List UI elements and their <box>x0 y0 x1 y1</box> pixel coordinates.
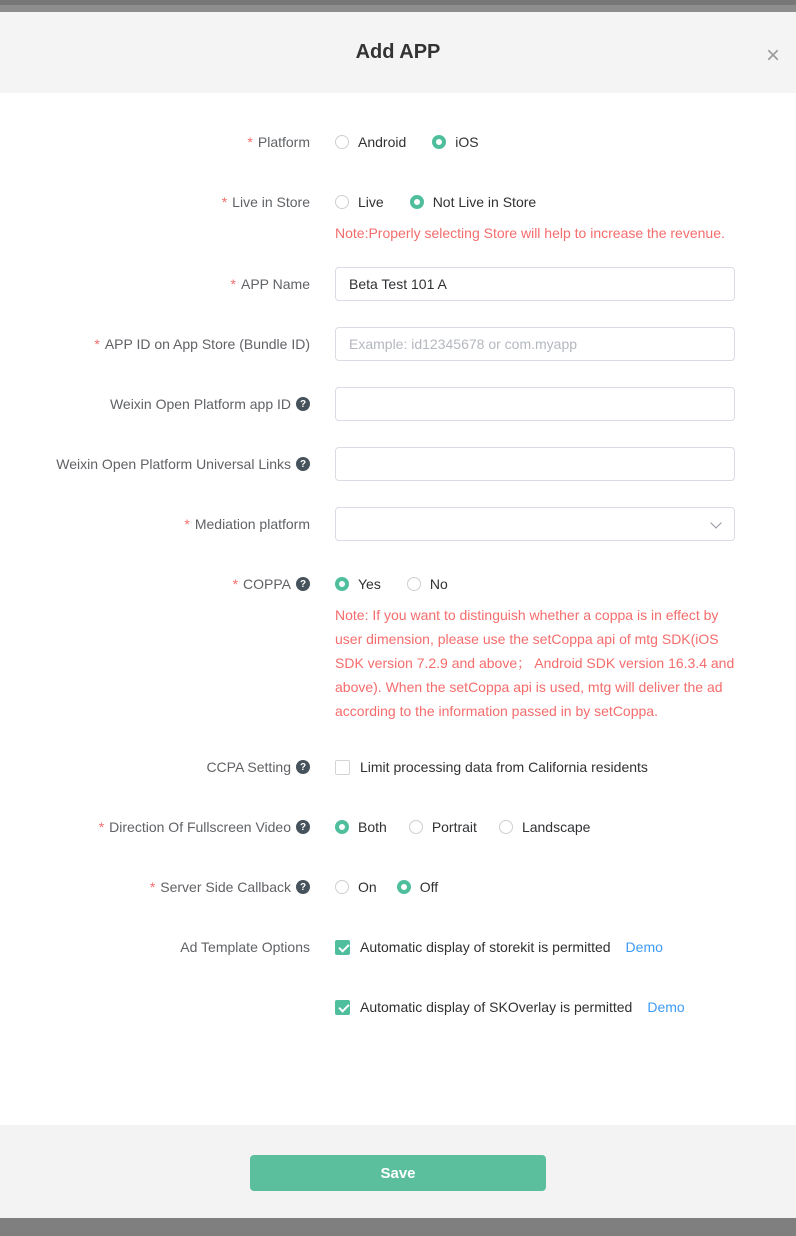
radio-label: Off <box>419 879 439 895</box>
radio-unchecked-icon <box>409 820 423 834</box>
mediation-platform-select[interactable] <box>335 507 735 541</box>
help-icon[interactable]: ? <box>296 457 310 471</box>
radio-coppa-no[interactable] <box>407 576 448 592</box>
form-row-ccpa <box>0 757 796 777</box>
app-name-input[interactable] <box>335 267 735 301</box>
radio-checked-icon <box>335 577 349 591</box>
form-row-ad-template-skoverlay <box>0 997 796 1017</box>
radio-label: Both <box>358 819 387 835</box>
close-icon[interactable]: × <box>765 42 780 69</box>
coppa-label-text: COPPA <box>243 576 291 592</box>
help-icon[interactable]: ? <box>296 760 310 774</box>
app-id-input[interactable] <box>335 327 735 361</box>
form-row-app-id <box>0 327 796 361</box>
weixin-app-id-label <box>0 387 310 421</box>
form-row-weixin-app-id <box>0 387 796 421</box>
server-callback-label-text: Server Side Callback <box>160 879 291 895</box>
radio-direction-portrait[interactable] <box>409 819 477 835</box>
form-row-server-callback <box>0 877 796 897</box>
weixin-app-id-label-text: Weixin Open Platform app ID <box>109 396 291 412</box>
radio-label: Live <box>358 194 384 210</box>
server-callback-label <box>0 877 310 897</box>
help-icon[interactable]: ? <box>296 397 310 411</box>
storekit-demo-link[interactable]: Demo <box>625 939 663 955</box>
radio-checked-icon <box>397 880 411 894</box>
ccpa-label <box>0 757 310 777</box>
radio-callback-off[interactable] <box>397 879 438 895</box>
required-asterisk: * <box>232 576 239 592</box>
live-in-store-label-text: Live in Store <box>232 194 310 210</box>
form-row-app-name <box>0 267 796 301</box>
radio-callback-on[interactable] <box>335 879 377 895</box>
ad-template-spacer <box>0 997 310 1017</box>
radio-unchecked-icon <box>335 135 349 149</box>
live-in-store-label <box>0 192 310 212</box>
radio-checked-icon <box>335 820 349 834</box>
platform-label <box>0 132 310 152</box>
add-app-modal <box>0 12 796 1218</box>
radio-checked-icon <box>410 195 424 209</box>
save-button[interactable]: Save <box>250 1155 546 1191</box>
ccpa-checkbox-label: Limit processing data from California residents <box>360 759 648 775</box>
app-id-label <box>0 327 310 361</box>
store-note: Note:Properly selecting Store will help to increase the revenue. <box>335 225 725 241</box>
help-icon[interactable]: ? <box>296 880 310 894</box>
form-row-mediation-platform <box>0 507 796 541</box>
required-asterisk: * <box>149 879 156 895</box>
required-asterisk: * <box>247 134 253 150</box>
radio-label: Landscape <box>521 819 591 835</box>
storekit-checkbox-label: Automatic display of storekit is permitted <box>360 939 611 955</box>
radio-label: Android <box>358 134 407 150</box>
add-app-form <box>0 93 796 1125</box>
coppa-note: Note: If you want to distinguish whether a coppa is in effect by user dimension, please use the setCoppa api of mtg SDK(iOS SDK version 7.2.9 and above； Android SDK version 16.3.4 and above). When the setCoppa api is used, mtg will deliver the ad according to the information passed in by setCoppa. <box>335 607 735 719</box>
radio-label: Not Live in Store <box>432 194 537 210</box>
mediation-platform-label <box>0 507 310 541</box>
required-asterisk: * <box>221 194 228 210</box>
chevron-down-icon <box>710 517 721 528</box>
radio-unchecked-icon <box>407 577 421 591</box>
coppa-label <box>0 574 310 594</box>
radio-unchecked-icon <box>335 195 349 209</box>
form-row-weixin-universal-links <box>0 447 796 481</box>
radio-not-live-in-store[interactable] <box>410 194 537 210</box>
radio-label: On <box>358 879 377 895</box>
page-overlay-top <box>0 5 796 12</box>
checkbox-checked-icon <box>335 1000 350 1015</box>
required-asterisk: * <box>184 516 190 532</box>
radio-coppa-yes[interactable] <box>335 576 381 592</box>
direction-label-text: Direction Of Fullscreen Video <box>109 819 291 835</box>
form-row-direction <box>0 817 796 837</box>
form-row-coppa <box>0 574 796 723</box>
radio-unchecked-icon <box>335 880 349 894</box>
help-icon[interactable]: ? <box>296 820 310 834</box>
form-row-ad-template-storekit <box>0 937 796 957</box>
skoverlay-checkbox-row[interactable] <box>335 997 632 1017</box>
skoverlay-checkbox-label: Automatic display of SKOverlay is permitted <box>360 999 633 1015</box>
weixin-universal-links-label-text: Weixin Open Platform Universal Links <box>56 456 291 472</box>
modal-footer <box>0 1125 796 1218</box>
radio-live[interactable] <box>335 194 384 210</box>
required-asterisk: * <box>94 336 100 352</box>
form-row-platform <box>0 132 796 152</box>
ad-template-label-text: Ad Template Options <box>180 939 310 955</box>
checkbox-unchecked-icon <box>335 760 350 775</box>
ccpa-label-text: CCPA Setting <box>206 759 291 775</box>
app-name-label <box>0 267 310 301</box>
radio-label: No <box>429 576 448 592</box>
weixin-universal-links-input[interactable] <box>335 447 735 481</box>
radio-platform-android[interactable] <box>335 134 406 150</box>
ad-template-label <box>0 937 310 957</box>
modal-header <box>0 12 796 93</box>
page-overlay-bottom <box>0 1218 796 1236</box>
radio-unchecked-icon <box>499 820 513 834</box>
radio-label: Portrait <box>431 819 477 835</box>
app-id-label-text: APP ID on App Store (Bundle ID) <box>104 336 310 352</box>
skoverlay-demo-link[interactable]: Demo <box>647 999 685 1015</box>
checkbox-checked-icon <box>335 940 350 955</box>
required-asterisk: * <box>230 276 236 292</box>
radio-direction-both[interactable] <box>335 819 387 835</box>
weixin-universal-links-label <box>0 447 310 481</box>
app-name-label-text: APP Name <box>241 276 310 292</box>
platform-label-text: Platform <box>257 134 310 150</box>
radio-checked-icon <box>432 135 446 149</box>
storekit-checkbox-row[interactable] <box>335 937 611 957</box>
radio-label: Yes <box>358 576 381 592</box>
form-row-live-in-store <box>0 192 796 245</box>
radio-direction-landscape[interactable] <box>499 819 591 835</box>
mediation-platform-label-text: Mediation platform <box>194 516 310 532</box>
ccpa-checkbox-row[interactable] <box>335 757 735 777</box>
radio-label: iOS <box>455 134 479 150</box>
radio-platform-ios[interactable] <box>432 134 478 150</box>
help-icon[interactable]: ? <box>296 577 310 591</box>
weixin-app-id-input[interactable] <box>335 387 735 421</box>
required-asterisk: * <box>98 819 105 835</box>
modal-title: Add APP <box>355 41 441 63</box>
direction-label <box>0 817 310 837</box>
